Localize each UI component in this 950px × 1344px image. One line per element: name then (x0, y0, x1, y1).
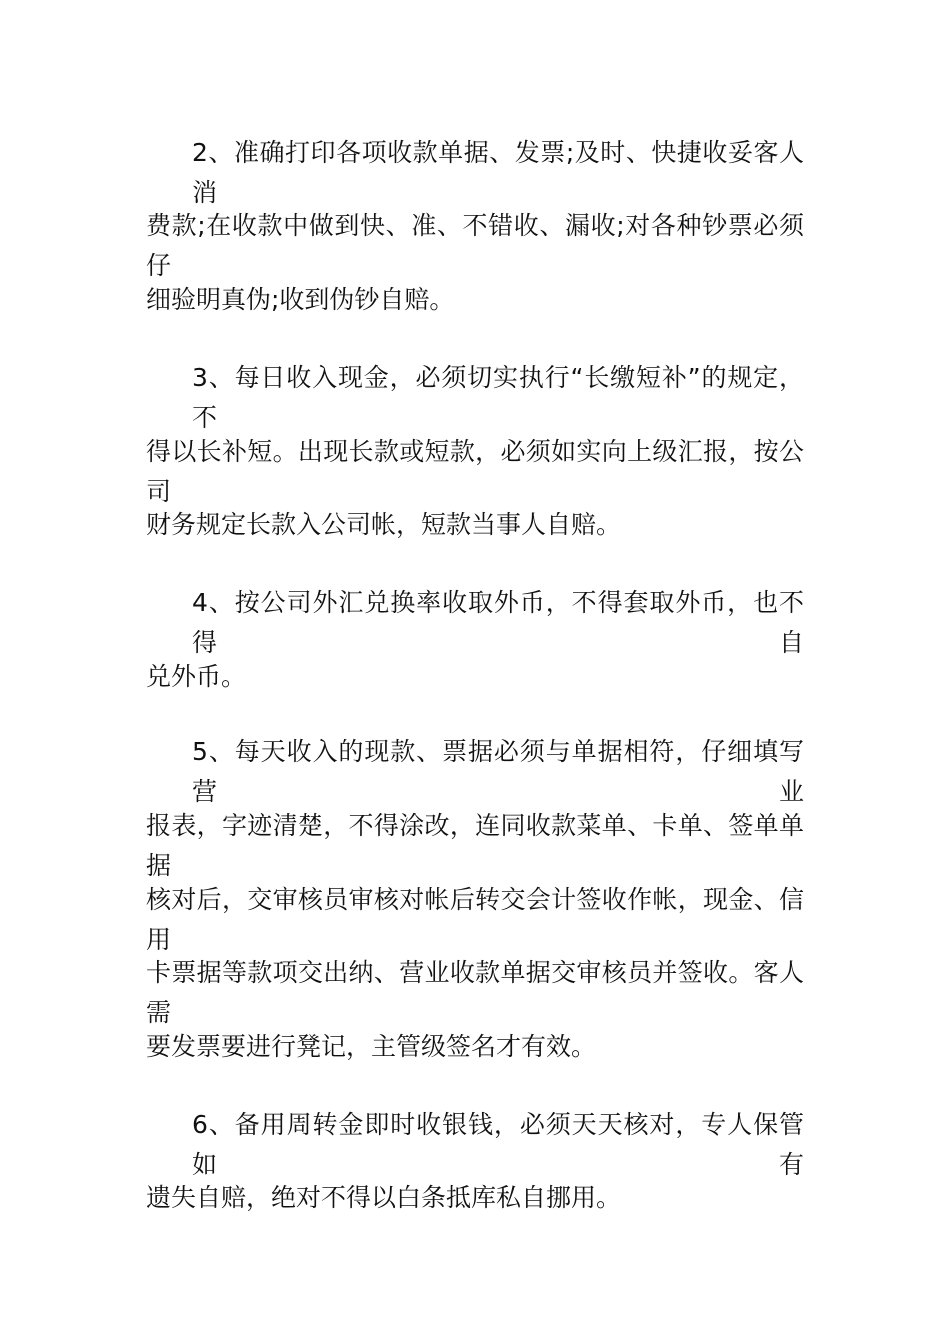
paragraph-5-line-3: 核对后，交审核员审核对帐后转交会计签收作帐，现金、信用 (146, 885, 804, 954)
paragraph-3-line-1: 3、每日收入现金，必须切实执行“长缴短补”的规定，不 (192, 363, 804, 432)
paragraph-2-line-2: 费款;在收款中做到快、准、不错收、漏收;对各种钞票必须仔 (146, 211, 804, 280)
paragraph-3-line-2: 得以长补短。出现长款或短款，必须如实向上级汇报，按公司 (146, 437, 804, 506)
paragraph-4-line-1: 4、按公司外汇兑换率收取外币，不得套取外币，也不得自 (192, 588, 804, 657)
paragraph-2-line-3: 细验明真伪;收到伪钞自赔。 (146, 285, 455, 314)
paragraph-6-line-2: 遗失自赔，绝对不得以白条抵库私自挪用。 (146, 1183, 622, 1212)
paragraph-5-line-4: 卡票据等款项交出纳、营业收款单据交审核员并签收。客人需 (146, 958, 804, 1027)
paragraph-6-line-1: 6、备用周转金即时收银钱，必须天天核对，专人保管如有 (192, 1110, 804, 1179)
paragraph-2-line-1: 2、准确打印各项收款单据、发票;及时、快捷收妥客人消 (192, 138, 804, 207)
paragraph-5-line-2: 报表，字迹清楚，不得涂改，连同收款菜单、卡单、签单单据 (146, 811, 804, 880)
paragraph-5-line-1: 5、每天收入的现款、票据必须与单据相符，仔细填写营业 (192, 737, 804, 806)
paragraph-4-line-2: 兑外币。 (146, 662, 247, 691)
paragraph-3-line-3: 财务规定长款入公司帐，短款当事人自赔。 (146, 510, 622, 539)
paragraph-5-line-5: 要发票要进行凳记，主管级签名才有效。 (146, 1032, 597, 1061)
